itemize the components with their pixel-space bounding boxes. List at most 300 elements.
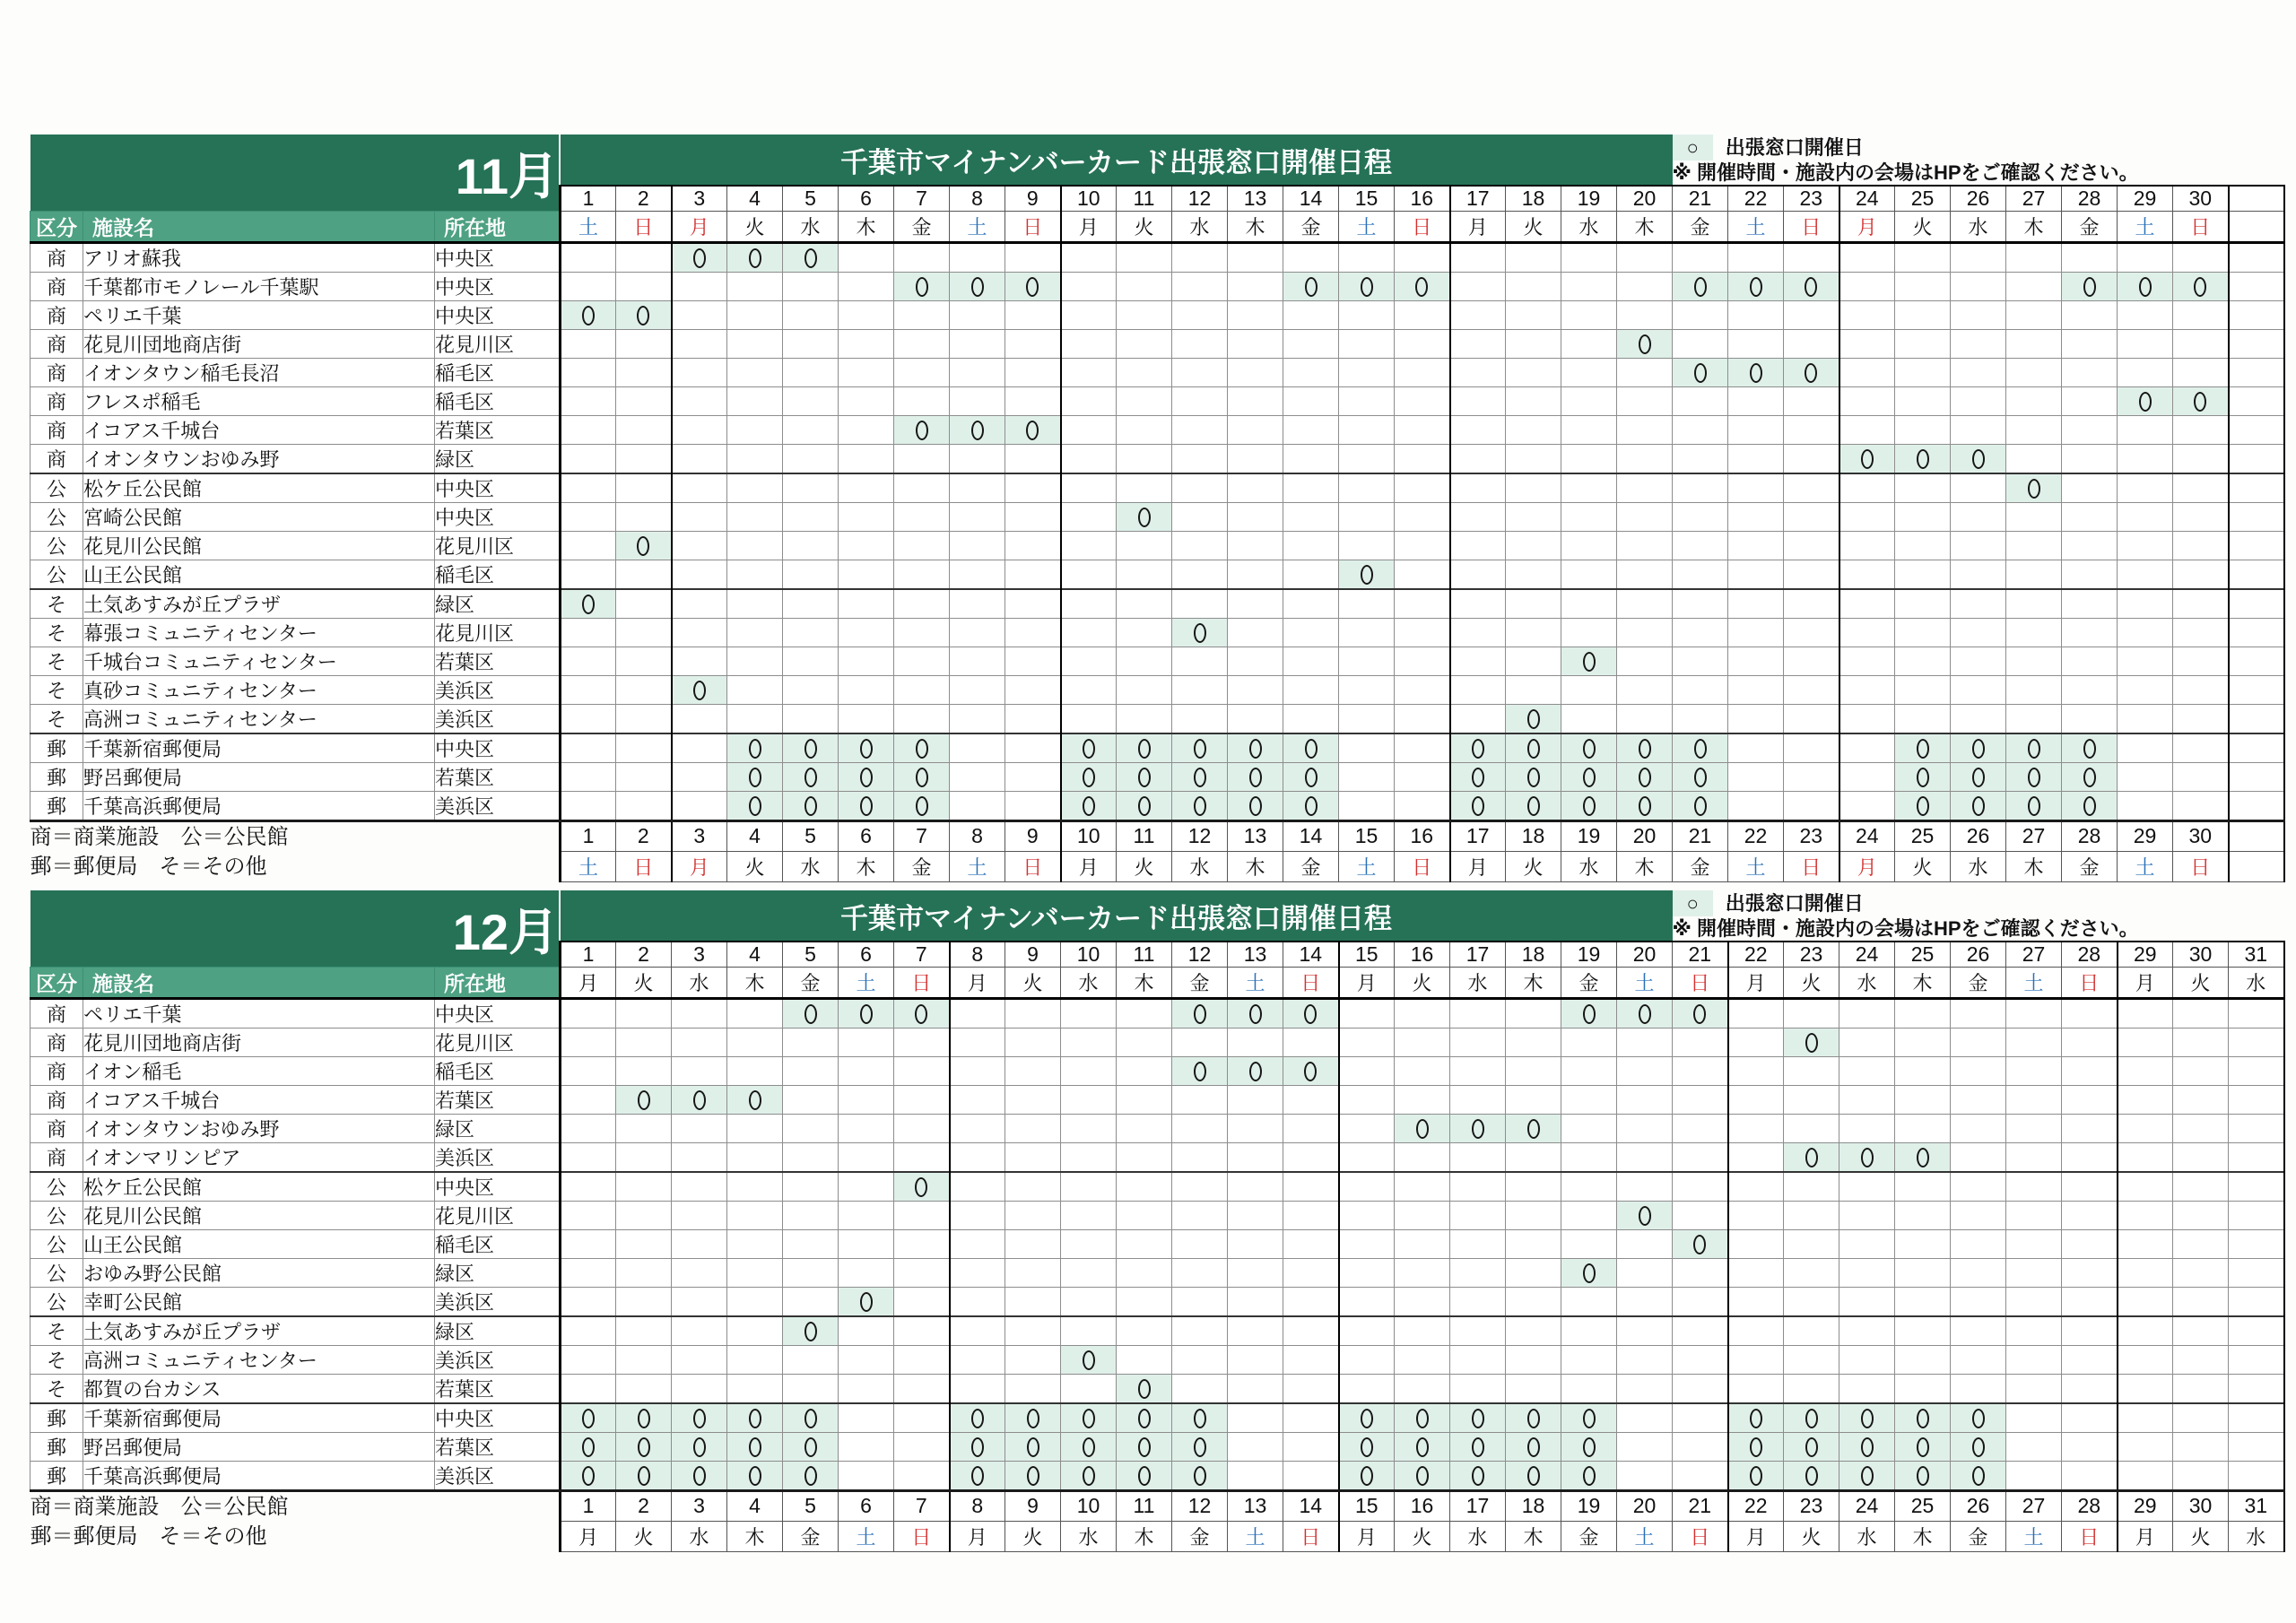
open-day-cell xyxy=(1228,733,1283,763)
open-day-marker-icon xyxy=(693,1409,706,1428)
open-day-cell xyxy=(894,763,950,792)
day-cell xyxy=(1617,1057,1673,1086)
weekday-cell: 日 xyxy=(2062,968,2118,999)
open-day-marker-icon xyxy=(1083,796,1095,816)
day-cell xyxy=(1061,589,1117,619)
day-cell xyxy=(1117,999,1172,1028)
day-cell xyxy=(561,792,616,821)
day-cell xyxy=(616,792,672,821)
facility-name: 野呂郵便局 xyxy=(83,763,435,792)
open-day-marker-icon xyxy=(2194,277,2206,297)
day-cell xyxy=(727,619,783,647)
day-cell xyxy=(894,589,950,619)
day-cell xyxy=(1728,1028,1784,1057)
open-day-cell xyxy=(1117,1403,1172,1433)
open-day-marker-icon xyxy=(1917,1466,1929,1486)
day-cell xyxy=(1728,1288,1784,1317)
open-day-marker-icon xyxy=(1917,739,1929,759)
day-cell xyxy=(1172,416,1228,445)
day-cell xyxy=(1784,792,1839,821)
footer-date-number-cell: 24 xyxy=(1839,821,1895,852)
day-cell xyxy=(1283,619,1339,647)
day-cell xyxy=(1228,473,1283,503)
day-cell xyxy=(1228,1462,1283,1491)
footer-date-number-cell: 31 xyxy=(2229,1491,2284,1522)
day-cell xyxy=(1839,1288,1895,1317)
day-cell xyxy=(2118,589,2173,619)
day-cell xyxy=(672,1115,727,1143)
day-cell xyxy=(1283,330,1339,359)
day-cell xyxy=(672,733,727,763)
day-cell xyxy=(1172,1346,1228,1375)
facility-row xyxy=(30,1375,2284,1404)
day-cell xyxy=(2062,1259,2118,1288)
day-cell xyxy=(1005,359,1061,387)
day-cell xyxy=(1784,1115,1839,1143)
footer-date-number-cell: 12 xyxy=(1172,1491,1228,1522)
open-day-cell xyxy=(672,1433,727,1462)
facility-name: イオンタウンおゆみ野 xyxy=(83,1115,435,1143)
date-number-cell: 16 xyxy=(1395,186,1450,212)
day-cell xyxy=(1339,705,1395,734)
open-day-marker-icon xyxy=(1583,1409,1596,1428)
open-day-cell xyxy=(1506,1433,1561,1462)
open-day-cell xyxy=(1728,1462,1784,1491)
footer-weekday-cell: 金 xyxy=(1951,1521,2006,1551)
open-day-cell xyxy=(1117,1375,1172,1404)
facility-location: 稲毛区 xyxy=(435,359,561,387)
day-cell xyxy=(1839,416,1895,445)
day-cell xyxy=(2229,647,2284,676)
column-header-location: 所在地 xyxy=(435,968,561,999)
day-cell xyxy=(2173,792,2229,821)
day-cell xyxy=(839,1115,894,1143)
open-day-cell xyxy=(1228,999,1283,1028)
open-day-cell xyxy=(1172,763,1228,792)
day-cell xyxy=(1784,733,1839,763)
day-cell xyxy=(672,999,727,1028)
day-cell xyxy=(2006,387,2062,416)
day-cell xyxy=(727,532,783,560)
open-day-marker-icon xyxy=(915,1004,927,1024)
day-cell xyxy=(1839,763,1895,792)
day-cell xyxy=(1061,1028,1117,1057)
day-cell xyxy=(1728,473,1784,503)
open-day-cell xyxy=(1895,1143,1951,1173)
facility-row xyxy=(30,301,2284,330)
day-cell xyxy=(616,473,672,503)
day-cell xyxy=(1061,243,1117,273)
day-cell xyxy=(1117,1346,1172,1375)
footer-date-number-cell: 4 xyxy=(727,1491,783,1522)
weekday-cell: 水 xyxy=(672,968,727,999)
day-cell xyxy=(1117,1115,1172,1143)
facility-location: 中央区 xyxy=(435,733,561,763)
day-cell xyxy=(2229,473,2284,503)
day-cell xyxy=(1784,473,1839,503)
day-cell xyxy=(561,532,616,560)
open-day-cell xyxy=(1450,763,1506,792)
open-day-marker-icon xyxy=(1583,1263,1596,1283)
open-day-marker-icon xyxy=(916,796,928,816)
day-cell xyxy=(2229,387,2284,416)
open-day-marker-icon xyxy=(1138,1466,1151,1486)
open-day-marker-icon xyxy=(1861,1148,1874,1167)
day-cell xyxy=(1283,676,1339,705)
facility-row xyxy=(30,243,2284,273)
day-cell xyxy=(1561,473,1617,503)
legend-open-day-label: 出張窓口開催日 xyxy=(1725,136,1864,159)
day-cell xyxy=(1561,359,1617,387)
day-cell xyxy=(1839,330,1895,359)
open-day-marker-icon xyxy=(1972,739,1985,759)
day-cell xyxy=(672,792,727,821)
day-cell xyxy=(1283,1143,1339,1173)
open-day-marker-icon xyxy=(749,796,761,816)
day-cell xyxy=(1339,999,1395,1028)
footer-weekday-cell: 水 xyxy=(672,1521,727,1551)
day-cell xyxy=(1728,763,1784,792)
day-cell xyxy=(1283,416,1339,445)
day-cell xyxy=(561,359,616,387)
day-cell xyxy=(1617,243,1673,273)
day-cell xyxy=(950,445,1005,474)
open-day-cell xyxy=(1450,1403,1506,1433)
day-cell xyxy=(1117,619,1172,647)
day-cell xyxy=(1728,1375,1784,1404)
day-cell xyxy=(1728,1057,1784,1086)
day-cell xyxy=(1339,387,1395,416)
open-day-cell xyxy=(1784,273,1839,301)
day-cell xyxy=(1005,445,1061,474)
facility-location: 若葉区 xyxy=(435,416,561,445)
day-cell xyxy=(616,705,672,734)
day-cell xyxy=(1673,619,1728,647)
open-day-marker-icon xyxy=(1415,277,1428,297)
date-number-cell: 12 xyxy=(1172,942,1228,968)
day-cell xyxy=(2173,243,2229,273)
day-cell xyxy=(561,273,616,301)
footer-weekday-cell: 土 xyxy=(2118,851,2173,881)
open-day-cell xyxy=(1117,1433,1172,1462)
day-cell xyxy=(894,705,950,734)
day-cell xyxy=(616,999,672,1028)
day-cell xyxy=(1005,387,1061,416)
facility-row xyxy=(30,1086,2284,1115)
day-cell xyxy=(1728,330,1784,359)
footer-weekday-cell: 月 xyxy=(1839,851,1895,881)
open-day-marker-icon xyxy=(1694,363,1707,383)
day-cell xyxy=(894,1202,950,1230)
day-cell xyxy=(1506,359,1561,387)
day-cell xyxy=(1450,1086,1506,1115)
day-cell xyxy=(2062,1143,2118,1173)
day-cell xyxy=(727,473,783,503)
footer-date-number-cell: 17 xyxy=(1450,1491,1506,1522)
open-day-cell xyxy=(1172,619,1228,647)
facility-location: 花見川区 xyxy=(435,532,561,560)
day-cell xyxy=(2006,647,2062,676)
day-cell xyxy=(727,1288,783,1317)
day-cell xyxy=(950,999,1005,1028)
day-cell xyxy=(839,1316,894,1346)
facility-category: 郵 xyxy=(30,1433,83,1462)
open-day-marker-icon xyxy=(1194,1004,1206,1024)
footer-date-number-cell: 11 xyxy=(1117,1491,1172,1522)
day-cell xyxy=(1339,473,1395,503)
day-cell xyxy=(672,1288,727,1317)
open-day-marker-icon xyxy=(1861,1409,1874,1428)
day-cell xyxy=(2062,619,2118,647)
open-day-cell xyxy=(1951,763,2006,792)
open-day-marker-icon xyxy=(582,306,595,325)
date-number-cell: 1 xyxy=(561,942,616,968)
day-cell xyxy=(2229,1143,2284,1173)
day-cell xyxy=(2062,473,2118,503)
day-cell xyxy=(950,1230,1005,1259)
open-day-cell xyxy=(1506,1403,1561,1433)
weekday-cell: 水 xyxy=(2229,968,2284,999)
open-day-marker-icon xyxy=(804,739,817,759)
weekday-cell: 土 xyxy=(1617,968,1673,999)
day-cell xyxy=(2062,1172,2118,1202)
day-cell xyxy=(1395,503,1450,532)
date-number-cell: 20 xyxy=(1617,942,1673,968)
open-day-marker-icon xyxy=(1472,739,1484,759)
day-cell xyxy=(561,1172,616,1202)
footer-weekday-cell: 月 xyxy=(672,851,727,881)
facility-row xyxy=(30,473,2284,503)
day-cell xyxy=(2173,416,2229,445)
open-day-cell xyxy=(783,1316,839,1346)
day-cell xyxy=(2173,1057,2229,1086)
open-day-cell xyxy=(1283,792,1339,821)
day-cell xyxy=(894,1143,950,1173)
day-cell xyxy=(950,1086,1005,1115)
day-cell xyxy=(2118,445,2173,474)
open-day-cell xyxy=(561,301,616,330)
open-day-marker-icon xyxy=(1361,277,1373,297)
day-cell xyxy=(616,1288,672,1317)
day-cell xyxy=(1117,387,1172,416)
day-cell xyxy=(2006,619,2062,647)
facility-name: 高洲コミュニティセンター xyxy=(83,1346,435,1375)
day-cell xyxy=(1951,1288,2006,1317)
day-cell xyxy=(1061,1259,1117,1288)
day-cell xyxy=(950,1057,1005,1086)
footer-date-number-cell: 20 xyxy=(1617,821,1673,852)
open-day-cell xyxy=(1617,792,1673,821)
weekday-cell: 金 xyxy=(783,968,839,999)
open-day-marker-icon xyxy=(582,1466,595,1486)
facility-category: 商 xyxy=(30,1028,83,1057)
day-cell xyxy=(1728,503,1784,532)
day-cell xyxy=(561,1202,616,1230)
footer-weekday-cell: 水 xyxy=(2229,1521,2284,1551)
day-cell xyxy=(2062,330,2118,359)
day-cell xyxy=(1283,473,1339,503)
open-day-marker-icon xyxy=(1027,1409,1039,1428)
day-cell xyxy=(1784,1086,1839,1115)
day-cell xyxy=(1895,243,1951,273)
day-cell xyxy=(1895,1172,1951,1202)
day-cell xyxy=(1561,1230,1617,1259)
open-day-marker-icon xyxy=(1750,277,1762,297)
legend-note: ※ 開催時間・施設内の会場はHPをご確認ください。 xyxy=(1672,161,2139,184)
day-cell xyxy=(1117,273,1172,301)
open-day-marker-icon xyxy=(1583,1437,1596,1457)
open-day-cell xyxy=(616,301,672,330)
day-cell xyxy=(561,1086,616,1115)
day-cell xyxy=(783,1288,839,1317)
open-day-marker-icon xyxy=(1527,1437,1540,1457)
day-cell xyxy=(727,1143,783,1173)
day-cell xyxy=(1784,1202,1839,1230)
footer-date-number-cell: 16 xyxy=(1395,1491,1450,1522)
day-cell xyxy=(1283,1346,1339,1375)
day-cell xyxy=(1339,503,1395,532)
facility-row xyxy=(30,1403,2284,1433)
open-day-marker-icon xyxy=(1639,1206,1651,1226)
open-day-cell xyxy=(783,1462,839,1491)
day-cell xyxy=(1506,1057,1561,1086)
open-day-marker-icon xyxy=(693,1466,706,1486)
open-day-marker-icon xyxy=(1472,796,1484,816)
day-cell xyxy=(2229,1288,2284,1317)
day-cell xyxy=(1784,503,1839,532)
footer-date-number-cell: 30 xyxy=(2173,821,2229,852)
facility-category: 商 xyxy=(30,1086,83,1115)
day-cell xyxy=(783,619,839,647)
weekday-cell: 火 xyxy=(1395,968,1450,999)
footer-date-number-cell: 16 xyxy=(1395,821,1450,852)
day-cell xyxy=(1005,589,1061,619)
date-number-cell: 21 xyxy=(1673,186,1728,212)
day-cell xyxy=(561,473,616,503)
footer-date-number-cell: 8 xyxy=(950,821,1005,852)
december-schedule-table xyxy=(30,890,2285,1552)
day-cell xyxy=(1117,473,1172,503)
day-cell xyxy=(1450,473,1506,503)
open-day-marker-icon xyxy=(1805,277,1817,297)
open-day-marker-icon xyxy=(1861,449,1874,469)
day-cell xyxy=(839,387,894,416)
weekday-cell: 日 xyxy=(1784,212,1839,243)
open-day-cell xyxy=(894,733,950,763)
footer-date-number-cell: 27 xyxy=(2006,821,2062,852)
open-day-cell xyxy=(2173,387,2229,416)
day-cell xyxy=(950,792,1005,821)
facility-location: 美浜区 xyxy=(435,705,561,734)
day-cell xyxy=(1005,243,1061,273)
day-cell xyxy=(783,359,839,387)
day-cell xyxy=(2229,243,2284,273)
day-cell xyxy=(1339,330,1395,359)
day-cell xyxy=(1061,473,1117,503)
day-cell xyxy=(1617,676,1673,705)
day-cell xyxy=(950,532,1005,560)
day-cell xyxy=(1283,445,1339,474)
day-cell xyxy=(839,359,894,387)
weekday-cell: 水 xyxy=(1839,968,1895,999)
day-cell xyxy=(1172,503,1228,532)
footer-weekday-cell: 月 xyxy=(561,1521,616,1551)
day-cell xyxy=(1673,1028,1728,1057)
day-cell xyxy=(672,1346,727,1375)
day-cell xyxy=(1617,1433,1673,1462)
day-cell xyxy=(894,1115,950,1143)
day-cell xyxy=(1673,647,1728,676)
weekday-cell: 水 xyxy=(1061,968,1117,999)
day-cell xyxy=(1561,243,1617,273)
day-cell xyxy=(561,445,616,474)
day-cell xyxy=(1673,301,1728,330)
footer-date-number-cell: 28 xyxy=(2062,1491,2118,1522)
date-number-cell: 8 xyxy=(950,942,1005,968)
day-cell xyxy=(727,330,783,359)
day-cell xyxy=(839,619,894,647)
day-cell xyxy=(1005,1057,1061,1086)
day-cell xyxy=(1728,999,1784,1028)
day-cell xyxy=(672,1259,727,1288)
date-number-cell: 9 xyxy=(1005,186,1061,212)
day-cell xyxy=(1728,1086,1784,1115)
day-cell xyxy=(2173,733,2229,763)
open-day-cell xyxy=(1561,647,1617,676)
weekday-cell: 日 xyxy=(2173,212,2229,243)
day-cell xyxy=(2229,1346,2284,1375)
day-cell xyxy=(1228,1202,1283,1230)
day-cell xyxy=(1395,1288,1450,1317)
day-cell xyxy=(1506,273,1561,301)
day-cell xyxy=(839,416,894,445)
day-cell xyxy=(1005,560,1061,590)
footer-date-number-cell: 28 xyxy=(2062,821,2118,852)
open-day-marker-icon xyxy=(804,768,817,787)
day-cell xyxy=(2006,1375,2062,1404)
footer-date-number-cell: 27 xyxy=(2006,1491,2062,1522)
day-cell xyxy=(561,1057,616,1086)
open-day-cell xyxy=(1951,445,2006,474)
day-cell xyxy=(561,733,616,763)
day-cell xyxy=(2062,1433,2118,1462)
day-cell xyxy=(1339,1259,1395,1288)
weekday-cell: 日 xyxy=(1395,212,1450,243)
day-cell xyxy=(1450,1230,1506,1259)
day-cell xyxy=(1839,503,1895,532)
footer-weekday-cell: 月 xyxy=(1728,1521,1784,1551)
day-cell xyxy=(2118,1288,2173,1317)
day-cell xyxy=(672,1057,727,1086)
day-cell xyxy=(727,1346,783,1375)
facility-location: 中央区 xyxy=(435,999,561,1028)
facility-location: 中央区 xyxy=(435,473,561,503)
footer-date-number-cell: 11 xyxy=(1117,821,1172,852)
facility-name: 千城台コミュニティセンター xyxy=(83,647,435,676)
facility-location: 若葉区 xyxy=(435,647,561,676)
day-cell xyxy=(2006,532,2062,560)
date-number-cell: 22 xyxy=(1728,942,1784,968)
weekday-cell: 月 xyxy=(1839,212,1895,243)
day-cell xyxy=(1506,1259,1561,1288)
day-cell xyxy=(2118,330,2173,359)
day-cell xyxy=(2173,1403,2229,1433)
open-day-cell xyxy=(839,1288,894,1317)
footer-weekday-cell: 火 xyxy=(2173,1521,2229,1551)
open-day-marker-icon xyxy=(804,248,817,268)
day-cell xyxy=(1005,647,1061,676)
day-cell xyxy=(1395,733,1450,763)
